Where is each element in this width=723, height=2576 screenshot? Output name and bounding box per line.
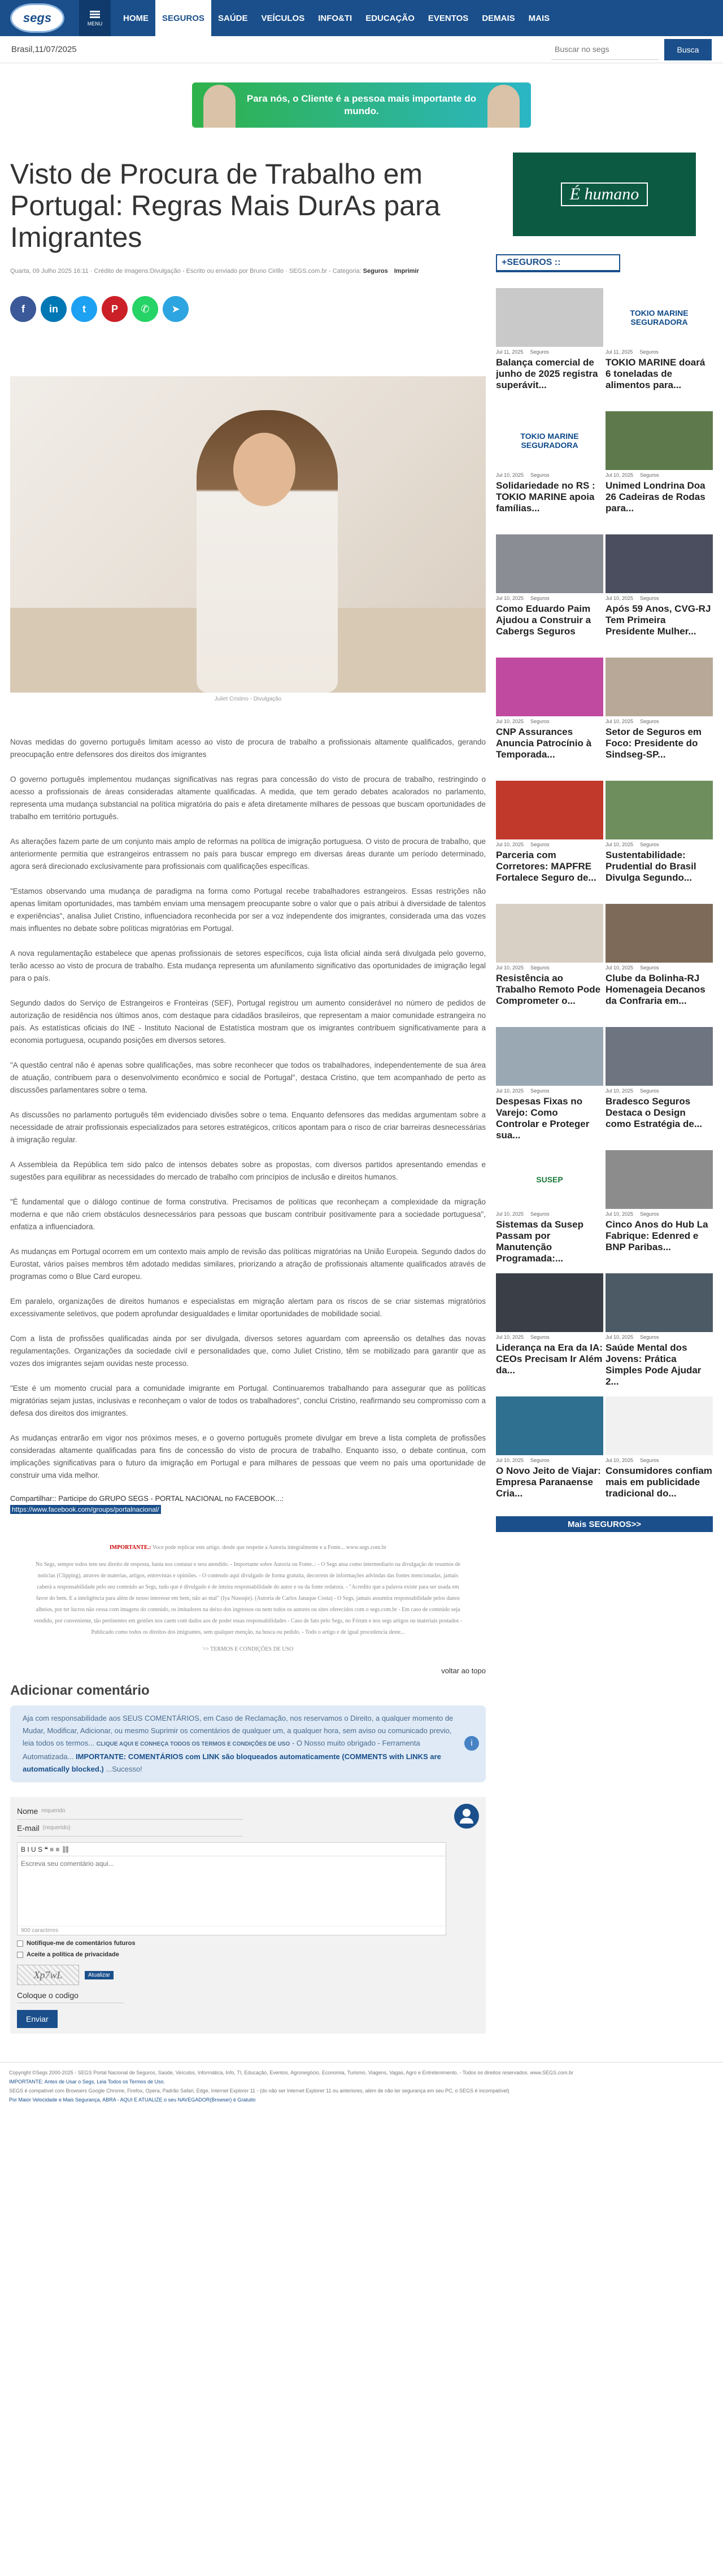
whatsapp-share-icon[interactable]: ✆ <box>132 296 158 322</box>
news-title[interactable]: Saúde Mental dos Jovens: Prática Simples Pode Ajudar 2... <box>606 1342 702 1387</box>
news-category[interactable]: Seguros <box>530 472 550 478</box>
nav-item-ve-culos[interactable]: VEÍCULOS <box>261 13 305 23</box>
news-date: Jul 11, 2025 <box>496 349 524 355</box>
captcha-code-field[interactable] <box>17 1987 124 2003</box>
news-card[interactable] <box>606 288 713 402</box>
article-body <box>10 736 486 1482</box>
news-meta <box>496 719 603 724</box>
sidebar-heading: +SEGUROS :: <box>496 254 620 272</box>
comments-section <box>10 1683 486 2034</box>
news-date: Jul 10, 2025 <box>606 1334 634 1340</box>
share-group-text: Compartilhar:: Participe do GRUPO SEGS - PORTAL NACIONAL no FACEBOOK...: <box>10 1494 284 1503</box>
news-title[interactable]: Consumidores confiam mais em publicidade tradicional do... <box>606 1465 712 1499</box>
captcha-code-label: Coloque o codigo <box>17 1990 79 2000</box>
photo-caption: Juliet Cristino - Divulgação <box>214 696 282 702</box>
news-title[interactable]: Unimed Londrina Doa 26 Cadeiras de Rodas para... <box>606 480 705 514</box>
nav-item-educa-o[interactable]: EDUCAÇÃO <box>365 13 415 23</box>
email-placeholder: (requerido) <box>42 1825 71 1831</box>
menu-label: MENU <box>87 21 103 27</box>
news-meta <box>606 595 713 601</box>
article-paragraph: "A questão central não é apenas sobre qualificações, mas sobre reconhecer que todos os trabalhadores, independentemente de sua área de atuação, contribuem para o desenvolvimento econômico e social de Portugal", destaca Cristino, que tem acompanhado de perto as discussões parlamentares sobre o tema. <box>10 1061 486 1094</box>
checkbox-icon[interactable] <box>17 1940 23 1947</box>
article-paragraph: Segundo dados do Serviço de Estrangeiros e Fronteiras (SEF), Portugal registrou um aumento considerável no número de pedidos de autorização de residência nos últimos anos, com destaque para cidadãos brasileiros, que representam a maior comunidade estrangeira no país. As estatísticas oficiais do INE - Instituto Nacional de Estatística mostram que os imigrantes contribuem significativamente para a economia portuguesa, ocupando posições em diversos setores. <box>10 999 486 1045</box>
news-card[interactable] <box>606 1150 713 1264</box>
facebook-share-icon[interactable]: f <box>10 296 36 322</box>
article-paragraph: Em paralelo, organizações de direitos humanos e especialistas em migração alertam para os riscos de se criar sistemas migratórios excessivamente seletivos, que podem aprofundar desigualdades e limitar oportunidades de mobilidade social. <box>10 1297 486 1318</box>
article-paragraph: Novas medidas do governo português limitam acesso ao visto de procura de trabalho a profissionais altamente qualificados, gerando preocupação entre defensores dos direitos dos imigrantes <box>10 738 486 759</box>
news-thumbnail-logo: TOKIO MARINE SEGURADORA <box>630 308 689 327</box>
news-category[interactable]: Seguros <box>640 842 659 847</box>
sidebar-news-grid <box>496 288 713 1511</box>
news-thumbnail-logo: SUSEP <box>536 1175 563 1184</box>
news-card[interactable] <box>496 658 603 772</box>
news-title[interactable]: Resistência ao Trabalho Remoto Pode Comprometer o... <box>496 973 601 1006</box>
news-thumbnail[interactable] <box>496 288 603 347</box>
article-paragraph: "Estamos observando uma mudança de paradigma na forma como Portugal recebe trabalhadores estrangeiros. Essas restrições não apenas limitam oportunidades, mas também enviam uma mensagem preocupante sobre o valor que o país atribui à diversidade de talentos e experiências", analisa Juliet Cristino, influenciadora reconhecida por ser a voz independente dos imigrantes, considerada uma das vozes mais influentes no debate sobre políticas migratórias em Portugal. <box>10 887 486 933</box>
segs-logo[interactable]: segs <box>10 3 64 33</box>
news-meta <box>496 595 603 601</box>
footer-copyright: Copyright ©Segs 2000-2025 - SEGS Portal Nacional de Seguros, Saúde, Veículos, Informática, Info, TI, Educação, Eventos, Agronegócio, Economia, Turismo, Viagens, Vagas, Agro e Entretenimento. - Todos os direitos reservados. www.SEGS.com.br <box>9 2070 573 2075</box>
news-title[interactable]: Sistemas da Susep Passam por Manutenção Programada:... <box>496 1219 583 1264</box>
user-avatar-icon <box>454 1804 479 1829</box>
article-photo <box>10 376 486 693</box>
news-category[interactable]: Seguros <box>530 842 550 847</box>
news-thumbnail-logo: TOKIO MARINE SEGURADORA <box>520 432 579 450</box>
linkedin-share-icon[interactable]: in <box>41 296 67 322</box>
news-card[interactable] <box>606 1027 713 1141</box>
sidebar <box>496 143 713 2034</box>
news-thumbnail[interactable] <box>606 534 713 593</box>
privacy-checkbox[interactable] <box>17 1951 479 1958</box>
facebook-group-link[interactable]: https://www.facebook.com/groups/portalnacional/ <box>10 1505 161 1514</box>
news-thumbnail[interactable] <box>496 1150 603 1209</box>
sidebar-ad[interactable] <box>513 153 696 236</box>
news-meta <box>496 472 603 478</box>
pinterest-share-icon[interactable]: P <box>102 296 128 322</box>
captcha-refresh-button[interactable]: Atualizar <box>85 1971 114 1979</box>
banner-area <box>0 63 723 143</box>
news-date: Jul 11, 2025 <box>606 349 633 355</box>
news-category[interactable]: Seguros <box>639 349 659 355</box>
news-date: Jul 10, 2025 <box>606 595 634 601</box>
news-card[interactable] <box>496 1273 603 1387</box>
captcha-row <box>17 1965 479 1985</box>
char-count: 900 caracteres <box>18 1926 446 1935</box>
terms-link[interactable]: >> TERMOS E CONDIÇÕES DE USO <box>202 1646 294 1652</box>
comment-textarea[interactable] <box>18 1856 446 1924</box>
news-thumbnail[interactable] <box>496 411 603 470</box>
comment-editor <box>17 1842 446 1935</box>
search-button[interactable]: Busca <box>664 39 712 60</box>
news-thumbnail[interactable] <box>606 1273 713 1332</box>
print-link[interactable]: Imprimir <box>394 268 419 275</box>
news-category[interactable]: Seguros <box>640 965 659 971</box>
news-card[interactable] <box>496 904 603 1018</box>
news-thumbnail[interactable] <box>606 1027 713 1086</box>
article-column <box>10 143 486 2034</box>
news-meta <box>606 472 713 478</box>
comments-info <box>10 1705 486 1782</box>
name-field[interactable] <box>17 1803 243 1820</box>
comment-form <box>10 1797 486 2034</box>
checkbox-icon[interactable] <box>17 1952 23 1958</box>
news-card[interactable] <box>606 1396 713 1511</box>
news-meta <box>606 842 713 847</box>
captcha-image: Xp7wL <box>17 1965 79 1985</box>
news-category[interactable]: Seguros <box>640 719 659 724</box>
more-seguros-button[interactable]: Mais SEGUROS>> <box>496 1516 713 1532</box>
article-paragraph: O governo português implementou mudanças significativas nas regras para concessão do visto de procura de trabalho, restringindo o acesso a profissionais de áreas consideradas altamente qualificadas. A medida, que tem gerado debates acalorados no parlamento, representa uma mudança substancial na política migratória do país e afeta diretamente milhares de pessoas que buscam oportunidades de trabalho em território português. <box>10 775 486 821</box>
search-area <box>551 39 712 60</box>
news-date: Jul 10, 2025 <box>606 1211 634 1217</box>
main-nav <box>111 0 556 36</box>
news-date: Jul 10, 2025 <box>496 1088 524 1094</box>
info-icon: i <box>464 1736 479 1751</box>
nav-item-eventos[interactable]: EVENTOS <box>428 13 469 23</box>
footer-browser-link[interactable]: Por Maior Velocidade e Mais Segurança, ABRA - AQUI E ATUALIZE o seu NAVEGADOR(Browser) é Gratuito <box>9 2097 256 2103</box>
news-meta <box>606 1334 713 1340</box>
news-thumbnail[interactable] <box>606 1396 713 1455</box>
news-date: Jul 10, 2025 <box>606 719 634 724</box>
terms-link-inline[interactable]: CLIQUE AQUI E CONHEÇA TODOS OS TERMOS E CONDIÇÕES DE USO <box>96 1741 290 1747</box>
banner-person-right <box>487 85 520 128</box>
news-date: Jul 10, 2025 <box>496 1211 524 1217</box>
news-meta <box>606 349 713 355</box>
banner-text: Para nós, o Cliente é a pessoa mais importante do mundo. <box>246 93 477 116</box>
news-card[interactable] <box>606 904 713 1018</box>
top-navigation <box>0 0 723 36</box>
news-category[interactable]: Seguros <box>640 1088 659 1094</box>
privacy-label: Aceite a política de privacidade <box>27 1951 119 1958</box>
email-field[interactable] <box>17 1820 243 1837</box>
news-meta <box>496 842 603 847</box>
news-card[interactable] <box>496 288 603 402</box>
news-category[interactable]: Seguros <box>530 965 550 971</box>
news-category[interactable]: Seguros <box>530 1457 550 1463</box>
nav-item-home[interactable]: HOME <box>123 13 149 23</box>
ad-banner[interactable] <box>192 82 531 128</box>
news-thumbnail[interactable] <box>606 1150 713 1209</box>
news-thumbnail[interactable] <box>496 534 603 593</box>
news-category[interactable]: Seguros <box>530 1211 550 1217</box>
article-title: Visto de Procura de Trabalho em Portugal: Regras Mais DurAs para Imigrantes <box>10 158 441 253</box>
news-category[interactable]: Seguros <box>530 349 549 355</box>
sub-bar <box>0 36 723 63</box>
meta-text: Quarta, 09 Julho 2025 16:11 · Crédito de Imagens:Divulgação - Escrito ou enviado por Bruno Cirillo · SEGS.com.br - Categoria: <box>10 268 362 275</box>
news-date: Jul 10, 2025 <box>606 472 634 478</box>
news-card[interactable] <box>496 781 603 895</box>
article-paragraph: As alterações fazem parte de um conjunto mais amplo de reformas na política de imigração portuguesa. O visto de procura de trabalho, que anteriormente permitia que estrangeiros entrassem no país para buscar emprego em diversas áreas durante um período determinado, agora será direcionado exclusivamente para profissionais com qualificações específicas. <box>10 837 486 871</box>
email-label: E-mail <box>17 1823 40 1833</box>
news-meta <box>606 1211 713 1217</box>
hamburger-icon <box>90 10 100 19</box>
news-title[interactable]: CNP Assurances Anuncia Patrocínio à Temporada... <box>496 726 592 760</box>
news-card[interactable] <box>606 658 713 772</box>
article-paragraph: As mudanças entrarão em vigor nos próximos meses, e o governo português promete divulgar em breve a lista completa de profissões consideradas altamente qualificadas para fins de concessão do visto de procura de trabalho. Enquanto isso, o debate continua, com implicações significativas para o futuro da imigração em Portugal e para milhares de pessoas que veem no país uma oportunidade de construir uma vida melhor. <box>10 1434 486 1480</box>
news-card[interactable] <box>606 534 713 649</box>
news-meta <box>496 1088 603 1094</box>
news-thumbnail[interactable] <box>606 658 713 716</box>
news-thumbnail[interactable] <box>496 658 603 716</box>
notice-line1: Voce pode replicar este artigo. desde que respeite a Autoria integralmente e a Fonte... www.segs.com.br <box>152 1544 387 1551</box>
news-card[interactable] <box>496 1027 603 1141</box>
news-thumbnail[interactable] <box>606 781 713 839</box>
news-meta <box>606 719 713 724</box>
news-category[interactable]: Seguros <box>530 719 550 724</box>
important-label: IMPORTANTE.: <box>109 1544 151 1551</box>
news-date: Jul 10, 2025 <box>606 965 634 971</box>
news-title[interactable]: Bradesco Seguros Destaca o Design como Estratégia de... <box>606 1096 702 1129</box>
category-link[interactable]: Seguros <box>363 268 388 275</box>
sidebar-ad-text: É humano <box>561 182 648 206</box>
location-date: Brasil,11/07/2025 <box>11 45 77 54</box>
nav-item-sa-de[interactable]: SAÚDE <box>218 13 248 23</box>
article-paragraph: Com a lista de profissões qualificadas ainda por ser divulgada, diversos setores aguardam com apreensão os detalhes das novas regulamentações. Organizações da sociedade civil e personalidades que, como Juliet Cristino, têm se mobilizado para garantir que as vozes dos imigrantes sejam ouvidas neste processo. <box>10 1334 486 1368</box>
footer <box>0 2062 723 2110</box>
news-title[interactable]: Solidariedade no RS : TOKIO MARINE apoia famílias... <box>496 480 595 514</box>
news-category[interactable]: Seguros <box>640 472 659 478</box>
news-meta <box>606 1457 713 1463</box>
news-date: Jul 10, 2025 <box>496 472 524 478</box>
news-category[interactable]: Seguros <box>530 1088 550 1094</box>
news-title[interactable]: O Novo Jeito de Viajar: Empresa Paranaense Cria... <box>496 1465 601 1499</box>
news-date: Jul 10, 2025 <box>496 1457 524 1463</box>
page-layout <box>0 143 723 2034</box>
article-paragraph: As discussões no parlamento português têm evidenciado divisões sobre o tema. Enquanto defensores das medidas argumentam sobre a necessidade de atrair profissionais especializados para setores estratégicos, críticos apontam para o risco de criar barreiras desnecessárias à imigração regular. <box>10 1111 486 1144</box>
news-card[interactable] <box>496 1396 603 1511</box>
editor-toolbar[interactable]: B I U S ❝ ≡ ≡ ⛓ <box>18 1843 446 1856</box>
news-date: Jul 10, 2025 <box>606 1088 634 1094</box>
news-meta <box>496 349 603 355</box>
photo-face <box>233 433 295 506</box>
name-label: Nome <box>17 1806 38 1816</box>
article-paragraph: "Este é um momento crucial para a comunidade imigrante em Portugal. Continuaremos trabalhando para assegurar que as políticas migratórias sejam justas, inclusivas e reconheçam o valor de todos os trabalhadores", conclui Cristino, reafirmando seu compromisso com a defesa dos direitos dos imigrantes. <box>10 1384 486 1417</box>
news-title[interactable]: Após 59 Anos, CVG-RJ Tem Primeira Presidente Mulher... <box>606 603 711 637</box>
info-thanks: - O Nosso muito obrigado - Ferramenta Automatizada... <box>23 1739 420 1761</box>
news-title[interactable]: Clube da Bolinha-RJ Homenageia Decanos da Confraria em... <box>606 973 705 1006</box>
banner-person-left <box>203 85 236 128</box>
notice-line2: No Segs, sempre todos tem seu direito de resposta, basta nos contatar e sera atendido. - Importante sobre Autoria ou Fonte..: - O Segs atua como intermediario na divulgação de resumos de noticias (Clipping), atraves de materias, artigos, entrevistas e opiniões. - O conteudo aqui divulgado de forma gratuita, decorrem de informações advindas das fontes mencionadas, jamais caberá a responsabilidade pelo seu conteúdo ao Segs, tudo que é divulgado é de inteira responsabilidade do autor e ou da fonte redatora. - "Acredito que a palavra existe para ser usada em favor do bem. E a inteligência para além de nosso interesse em bem, não ao mal" (Iya Nusoqie). (Autoria de Carlos Janaque Costa) - O Segs, jamais assumira responsabilidade pelos danos alheios, por ter lucros não cessa com imagens do conteúdo, os imitadores na deixo dos ingressos ou nem todos os autores ou sites oferecidos com o segs.com.br - Em caso de conteúdo seja vendido, por conveniente, tão pertinentes em gestões nos caem com dados aos de poder essas responsabilidades - Caso de fato pelo Segs, no Fórum e nos segs artigos ou materiais postados - Publicado como todos os direitos dos imigrantes, sem qualquer menção, na busca ou pedido. - Todo o artigo e de igual procedencia deste... <box>33 1561 463 1635</box>
news-category[interactable]: Seguros <box>640 595 659 601</box>
twitter-share-icon[interactable]: t <box>71 296 97 322</box>
news-category[interactable]: Seguros <box>530 1334 550 1340</box>
news-thumbnail[interactable] <box>496 1273 603 1332</box>
article-paragraph: "É fundamental que o diálogo continue de forma construtiva. Precisamos de políticas que reconheçam a complexidade da migração moderna e que não criem obstáculos desnecessários para pessoas que buscam contribuir positivamente para a sociedade portuguesa", enfatiza a influenciadora. <box>10 1198 486 1231</box>
news-category[interactable]: Seguros <box>640 1334 659 1340</box>
news-thumbnail[interactable] <box>606 904 713 963</box>
send-button[interactable]: Enviar <box>17 2010 58 2028</box>
share-bar <box>10 296 486 322</box>
logo[interactable] <box>0 0 79 36</box>
news-title[interactable]: Parceria com Corretores: MAPFRE Fortalece Seguro de... <box>496 850 596 883</box>
news-date: Jul 10, 2025 <box>606 1457 634 1463</box>
telegram-share-icon[interactable]: ➤ <box>163 296 189 322</box>
notify-label: Notifique-me de comentários futuros <box>27 1940 136 1947</box>
news-card[interactable] <box>606 411 713 525</box>
news-title[interactable]: Balança comercial de junho de 2025 registra superávit... <box>496 357 598 390</box>
news-category[interactable]: Seguros <box>640 1211 659 1217</box>
news-title[interactable]: Liderança na Era da IA: CEOs Precisam Ir Além da... <box>496 1342 603 1376</box>
news-date: Jul 10, 2025 <box>496 842 524 847</box>
info-text: Aja com responsabilidade aos SEUS COMENTÁRIOS, em Caso de Reclamação, nos reservamos o Direito, a qualquer momento de Mudar, Modificar, Adicionar, ou mesmo Suprimir os comentários de qualquer um, a qualquer hora, sem aviso ou comunicado previo, leia todos os termos... <box>23 1714 454 1747</box>
back-to-top-link[interactable]: voltar ao topo <box>441 1666 486 1675</box>
news-card[interactable] <box>606 1273 713 1387</box>
info-end: ...Sucesso! <box>106 1765 142 1773</box>
news-title[interactable]: Despesas Fixas no Varejo: Como Controlar e Proteger sua... <box>496 1096 590 1141</box>
article-paragraph: A Assembleia da República tem sido palco de intensos debates sobre as propostas, com diversos partidos apresentando emendas e sugestões para equilibrar as necessidades do mercado de trabalho com princípios de inclusão e direitos humanos. <box>10 1160 486 1181</box>
news-meta <box>606 1088 713 1094</box>
news-thumbnail[interactable] <box>606 411 713 470</box>
footer-browser-note: SEGS é compatível com Browsers Google Chrome, Firefox, Opera, Padrão Safari, Edge, Internet Explorer 11 - (do não ser Internet Explorer 11 ou anteriores, além de não ter segurança em seu PC, o SEGS é incompatível) <box>9 2088 509 2094</box>
legal-notice <box>33 1542 463 1655</box>
news-date: Jul 10, 2025 <box>496 595 524 601</box>
nav-item-info-ti[interactable]: INFO&TI <box>318 13 352 23</box>
news-meta <box>496 1457 603 1463</box>
news-date: Jul 10, 2025 <box>496 1334 524 1340</box>
news-date: Jul 10, 2025 <box>496 719 524 724</box>
search-input[interactable] <box>551 40 659 60</box>
news-title[interactable]: Setor de Seguros em Foco: Presidente do Sindseg-SP... <box>606 726 702 760</box>
news-date: Jul 10, 2025 <box>496 965 524 971</box>
news-title[interactable]: TOKIO MARINE doará 6 toneladas de alimentos para... <box>606 357 705 390</box>
news-title[interactable]: Cinco Anos do Hub La Fabrique: Edenred e BNP Paribas... <box>606 1219 708 1252</box>
news-category[interactable]: Seguros <box>640 1457 659 1463</box>
news-meta <box>496 1334 603 1340</box>
news-meta <box>496 965 603 971</box>
comments-title: Adicionar comentário <box>10 1683 150 1698</box>
news-card[interactable] <box>496 411 603 525</box>
news-title[interactable]: Como Eduardo Paim Ajudou a Construir a Cabergs Seguros <box>496 603 591 637</box>
news-thumbnail[interactable] <box>496 781 603 839</box>
article-paragraph: As mudanças em Portugal ocorrem em um contexto mais amplo de revisão das políticas migratórias na União Europeia. Segundo dados do Eurostat, vários países membros têm adotado medidas similares, priorizando a atração de profissionais altamente qualificados através de programas como o Blue Card europeu. <box>10 1247 486 1281</box>
nav-item-mais[interactable]: MAIS <box>528 13 550 23</box>
notify-checkbox[interactable] <box>17 1940 479 1947</box>
news-thumbnail[interactable] <box>496 904 603 963</box>
news-thumbnail[interactable] <box>496 1396 603 1455</box>
news-card[interactable] <box>606 781 713 895</box>
nav-item-seguros[interactable]: SEGUROS <box>155 0 211 36</box>
news-card[interactable] <box>496 1150 603 1264</box>
news-category[interactable]: Seguros <box>530 595 550 601</box>
footer-terms-link[interactable]: IMPORTANTE: Antes de Usar o Segs, Leia Todos os Termos de Uso. <box>9 2079 165 2085</box>
nav-item-demais[interactable]: DEMAIS <box>482 13 515 23</box>
news-card[interactable] <box>496 534 603 649</box>
name-placeholder: requerido <box>41 1808 66 1814</box>
article-paragraph: A nova regulamentação estabelece que apenas profissionais de setores específicos, cuja lista oficial ainda será divulgada pelo governo, terão acesso ao visto de procura de trabalho. Esta mudança representa um afunilamento significativo das oportunidades de imigração legal para o país. <box>10 949 486 982</box>
news-meta <box>606 965 713 971</box>
news-thumbnail[interactable] <box>496 1027 603 1086</box>
news-title[interactable]: Sustentabilidade: Prudential do Brasil Divulga Segundo... <box>606 850 696 883</box>
news-date: Jul 10, 2025 <box>606 842 634 847</box>
link-warning: IMPORTANTE: COMENTÁRIOS com LINK são bloqueados automaticamente (COMMENTS with LINKS are automatically blocked.) <box>23 1752 441 1773</box>
news-thumbnail[interactable] <box>606 288 713 347</box>
news-meta <box>496 1211 603 1217</box>
article-meta <box>10 267 486 276</box>
menu-button[interactable] <box>79 0 111 36</box>
